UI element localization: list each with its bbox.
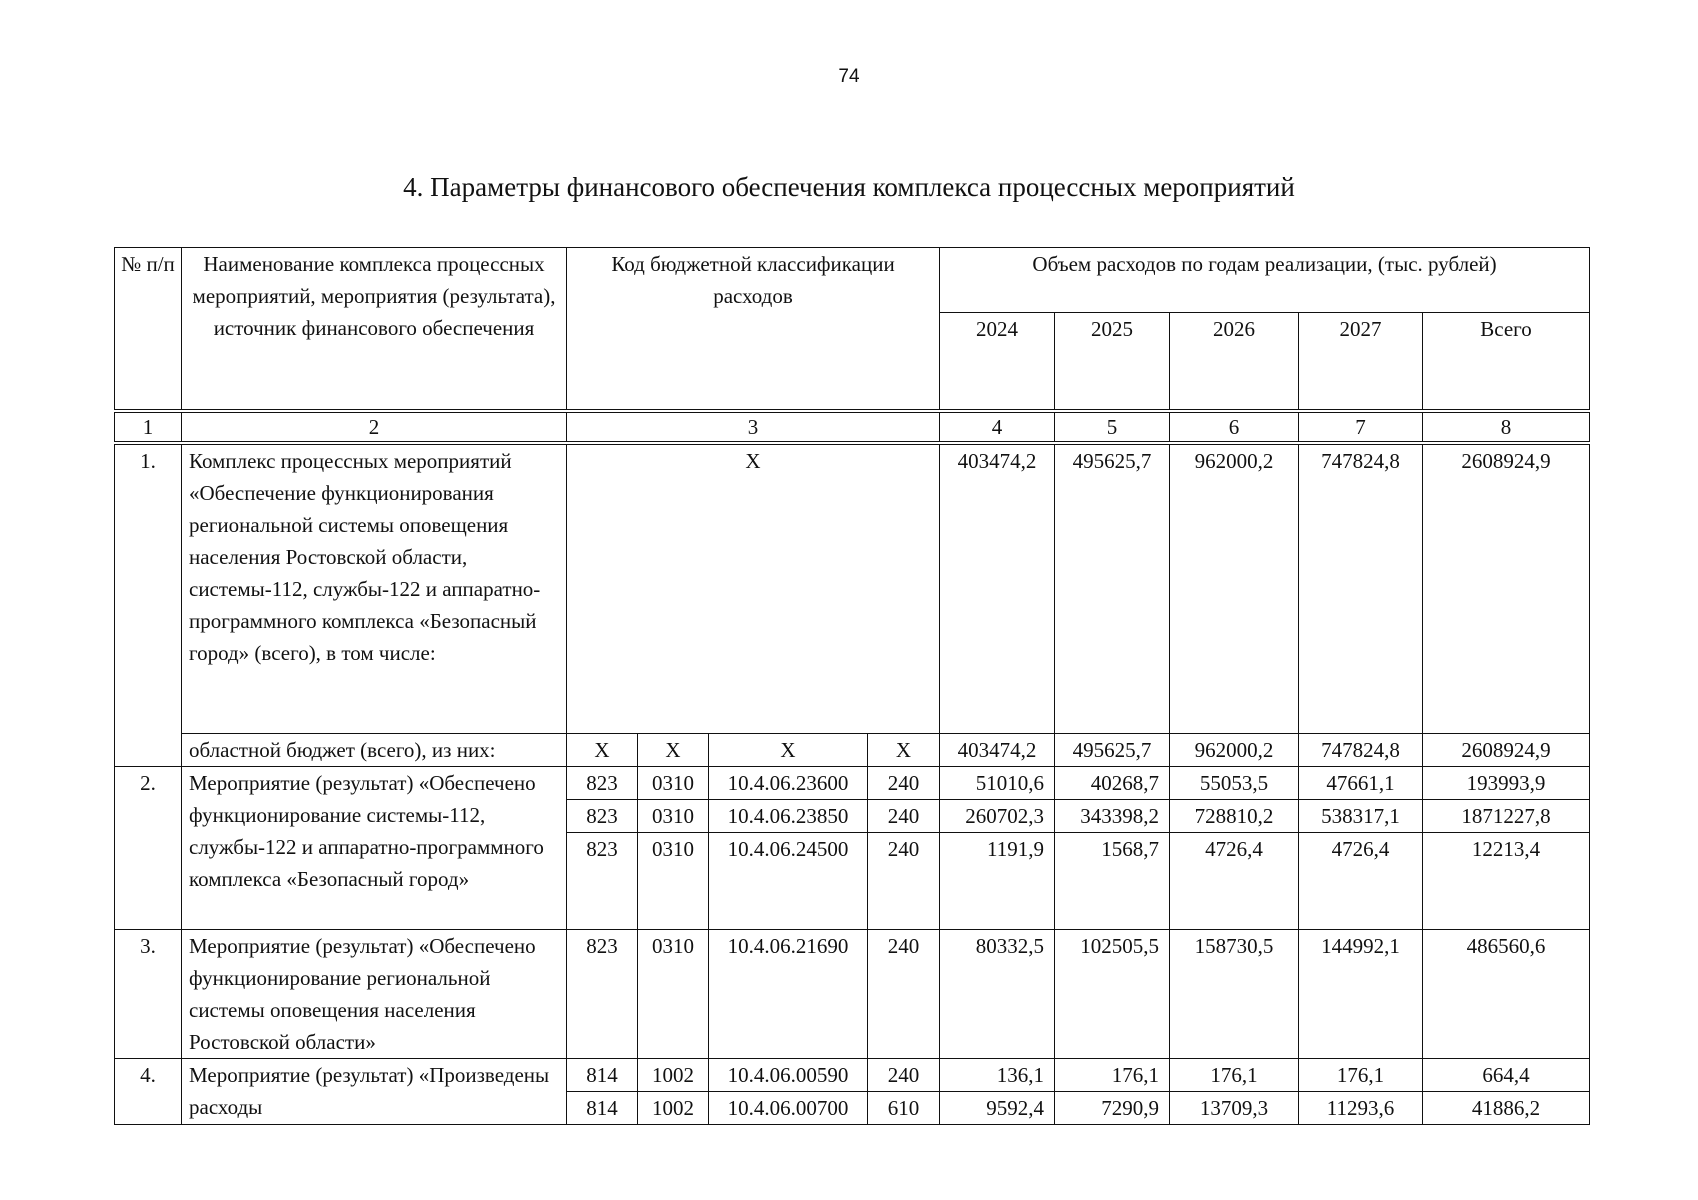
value-2025: 102505,5 [1055, 930, 1170, 1059]
value-total: 664,4 [1423, 1059, 1590, 1092]
value-2027: 538317,1 [1299, 800, 1423, 833]
value-2026: 176,1 [1170, 1059, 1299, 1092]
table-row [115, 930, 1590, 1059]
row-number: 3. [115, 930, 182, 1059]
budget-code: X [567, 443, 940, 734]
document-title: 4. Параметры финансового обеспечения комплекса процессных мероприятий [403, 172, 1295, 202]
value-2027: 747824,8 [1299, 734, 1423, 767]
col-number: 6 [1170, 411, 1299, 443]
header-row [115, 248, 1590, 313]
value-2027: 747824,8 [1299, 443, 1423, 734]
header-name: Наименование комплекса процессных мероприятий, мероприятия (результата), источник финансового обеспечения [182, 248, 567, 412]
value-2026: 962000,2 [1170, 443, 1299, 734]
code-ministry: 823 [567, 767, 638, 800]
value-2027: 11293,6 [1299, 1092, 1423, 1125]
code-target: 10.4.06.24500 [709, 833, 868, 930]
code-type: 240 [868, 833, 940, 930]
value-2026: 158730,5 [1170, 930, 1299, 1059]
value-2027: 176,1 [1299, 1059, 1423, 1092]
value-2026: 13709,3 [1170, 1092, 1299, 1125]
code-type: 240 [868, 767, 940, 800]
value-2024: 260702,3 [940, 800, 1055, 833]
row-number: 1. [115, 443, 182, 767]
header-code: Код бюджетной классификации расходов [567, 248, 940, 412]
code-ministry: 823 [567, 800, 638, 833]
header-year-2027: 2027 [1299, 313, 1423, 412]
value-total: 193993,9 [1423, 767, 1590, 800]
value-2024: 51010,6 [940, 767, 1055, 800]
value-total: 2608924,9 [1423, 734, 1590, 767]
value-2024: 403474,2 [940, 734, 1055, 767]
financing-table [114, 247, 1590, 1125]
table-row [115, 734, 1590, 767]
value-2025: 495625,7 [1055, 443, 1170, 734]
table-row [115, 443, 1590, 734]
header-num: № п/п [115, 248, 182, 412]
code-type: 240 [868, 930, 940, 1059]
code-ministry: 823 [567, 930, 638, 1059]
value-2025: 343398,2 [1055, 800, 1170, 833]
row-number: 2. [115, 767, 182, 930]
value-total: 12213,4 [1423, 833, 1590, 930]
code-type: 240 [868, 1059, 940, 1092]
code-ministry: 814 [567, 1092, 638, 1125]
header-total: Всего [1423, 313, 1590, 412]
code-target: 10.4.06.00700 [709, 1092, 868, 1125]
value-total: 41886,2 [1423, 1092, 1590, 1125]
col-number: 1 [115, 411, 182, 443]
code-target: 10.4.06.23850 [709, 800, 868, 833]
header-year-2025: 2025 [1055, 313, 1170, 412]
code-section: 1002 [638, 1059, 709, 1092]
value-2027: 144992,1 [1299, 930, 1423, 1059]
value-2026: 962000,2 [1170, 734, 1299, 767]
col-number: 5 [1055, 411, 1170, 443]
value-2026: 4726,4 [1170, 833, 1299, 930]
value-2027: 4726,4 [1299, 833, 1423, 930]
code-ministry: 823 [567, 833, 638, 930]
code-type: 610 [868, 1092, 940, 1125]
code-target: 10.4.06.21690 [709, 930, 868, 1059]
header-year-2026: 2026 [1170, 313, 1299, 412]
col-number: 7 [1299, 411, 1423, 443]
value-2025: 495625,7 [1055, 734, 1170, 767]
row-name: Комплекс процессных мероприятий «Обеспечение функционирования региональной системы оповещения населения Ростовской области, системы-112, службы-122 и аппаратно-программного комплекса «Безопасный город» (всего), в том числе: [182, 443, 567, 734]
code-section: X [638, 734, 709, 767]
code-section: 0310 [638, 767, 709, 800]
code-target: X [709, 734, 868, 767]
row-name: Мероприятие (результат) «Произведены расходы [182, 1059, 567, 1125]
code-ministry: 814 [567, 1059, 638, 1092]
header-year-2024: 2024 [940, 313, 1055, 412]
code-section: 0310 [638, 800, 709, 833]
value-2024: 80332,5 [940, 930, 1055, 1059]
value-total: 2608924,9 [1423, 443, 1590, 734]
row-name: областной бюджет (всего), из них: [182, 734, 567, 767]
value-2026: 728810,2 [1170, 800, 1299, 833]
row-number: 4. [115, 1059, 182, 1125]
code-target: 10.4.06.00590 [709, 1059, 868, 1092]
row-name: Мероприятие (результат) «Обеспечено функционирование региональной системы оповещения населения Ростовской области» [182, 930, 567, 1059]
value-2026: 55053,5 [1170, 767, 1299, 800]
value-total: 1871227,8 [1423, 800, 1590, 833]
code-section: 1002 [638, 1092, 709, 1125]
value-2025: 1568,7 [1055, 833, 1170, 930]
code-type: 240 [868, 800, 940, 833]
code-target: 10.4.06.23600 [709, 767, 868, 800]
col-number: 2 [182, 411, 567, 443]
value-2024: 9592,4 [940, 1092, 1055, 1125]
code-section: 0310 [638, 930, 709, 1059]
table-row [115, 767, 1590, 800]
value-2025: 40268,7 [1055, 767, 1170, 800]
value-total: 486560,6 [1423, 930, 1590, 1059]
table-row [115, 1059, 1590, 1092]
column-number-row [115, 411, 1590, 443]
value-2024: 403474,2 [940, 443, 1055, 734]
value-2027: 47661,1 [1299, 767, 1423, 800]
col-number: 8 [1423, 411, 1590, 443]
value-2024: 1191,9 [940, 833, 1055, 930]
page-number: 74 [838, 66, 860, 87]
value-2024: 136,1 [940, 1059, 1055, 1092]
code-ministry: X [567, 734, 638, 767]
row-name: Мероприятие (результат) «Обеспечено функционирование системы-112, службы-122 и аппаратно-программного комплекса «Безопасный город» [182, 767, 567, 930]
value-2025: 176,1 [1055, 1059, 1170, 1092]
value-2025: 7290,9 [1055, 1092, 1170, 1125]
code-type: X [868, 734, 940, 767]
header-volume: Объем расходов по годам реализации, (тыс. рублей) [940, 248, 1590, 313]
code-section: 0310 [638, 833, 709, 930]
col-number: 4 [940, 411, 1055, 443]
col-number: 3 [567, 411, 940, 443]
